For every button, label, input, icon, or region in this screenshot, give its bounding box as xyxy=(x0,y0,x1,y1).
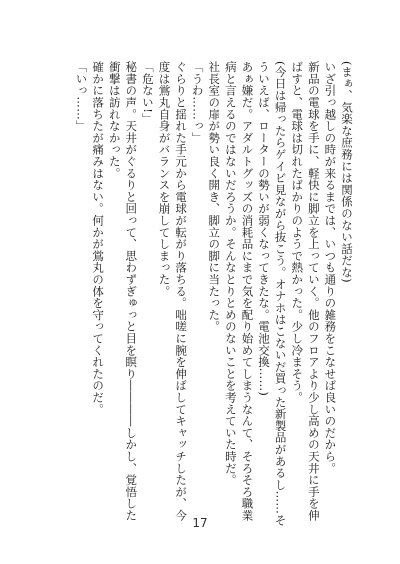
text-line: 確かに落ちたが痛みはない。何かが鴬丸の体を守ってくれたのだ。 xyxy=(91,61,106,415)
text-line: ぐらりと揺れた手元から電球が転がり落ちる。咄嗟に腕を伸ばしてキャッチしたが、今 xyxy=(174,61,189,522)
text-line: (今日は帰ったらゲイビ見ながら抜こう。オナホはこないだ買った新製品があるし……そ xyxy=(273,61,288,526)
text-line: いざ引っ越しの時が来るまでは、いつも通りの雑務をこなせば良いのだから。 xyxy=(323,61,338,474)
text-line: 衝撃は訪れなかった。 xyxy=(107,61,122,179)
text-line: 度は鴬丸自身がバランスを崩してしまった。 xyxy=(157,61,172,297)
text-line: ういえば、ローターの勢いが弱くなってきたな。電池交換……) xyxy=(257,61,272,397)
text-line: 「危ない!」 xyxy=(140,61,155,125)
text-line: ばすと、電球は切れたばかりのようで熱かった。少し冷まそう。 xyxy=(290,61,305,404)
text-line: (まぁ、気楽な庶務には関係のない話だな) xyxy=(340,61,354,283)
text-line: あぁ嫌だ。アダルトグッズの消耗品にまで気を配り始めてしまうなんて、そろそろ職業 xyxy=(240,61,255,522)
text-line: 社長室の扉が勢い良く開き、脚立の脚に当たった。 xyxy=(207,61,222,333)
text-line: 新品の電球を手に、軽快に脚立を上っていく。他のフロアより少し高めの天井に手を伸 xyxy=(306,61,321,522)
text-line: 病と言えるのではないだろうか。そんなとりとめのないことを考えていた時だ。 xyxy=(223,61,238,486)
text-line: 秘書の声。天井がぐるりと回って、思わずぎゅっと目を瞑り――――しかし、覚悟した xyxy=(124,61,139,522)
text-line: 「いっ……」 xyxy=(74,61,89,132)
page-number: 17 xyxy=(192,516,208,530)
text-line: 「うわ……っ」 xyxy=(190,61,205,144)
